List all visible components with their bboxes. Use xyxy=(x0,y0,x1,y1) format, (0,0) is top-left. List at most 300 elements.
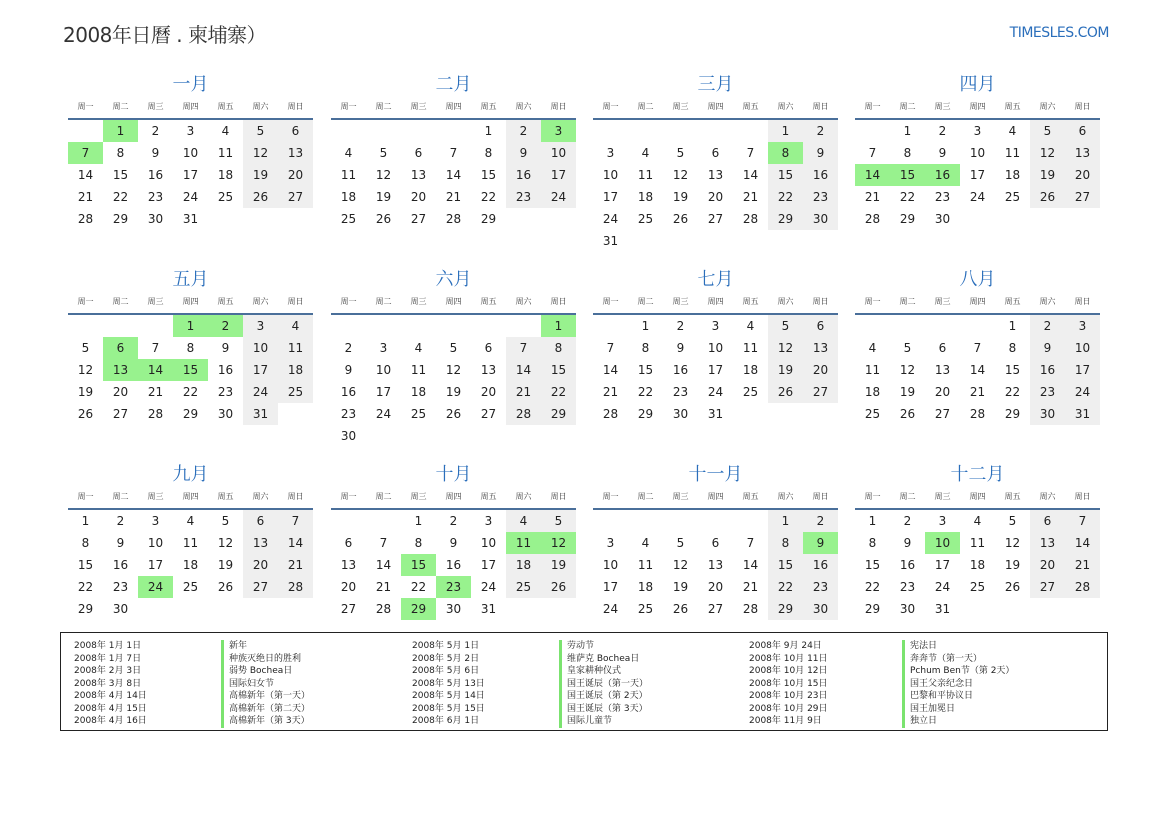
day-cell: 25 xyxy=(217,190,234,204)
weekday-header xyxy=(331,295,576,315)
day-cell: 24 xyxy=(707,385,724,399)
day-cell: 17 xyxy=(602,580,619,594)
site-link[interactable]: TIMESLES.COM xyxy=(1009,25,1109,41)
empty-day-cell xyxy=(628,120,663,142)
holiday-date: 2008年 10月 15日 xyxy=(749,678,828,689)
holiday-name: 种族灭绝日的胜利 xyxy=(221,653,310,666)
day-cell: 21 xyxy=(602,385,619,399)
day-cell: 17 xyxy=(934,558,951,572)
week-row xyxy=(593,359,838,381)
day-cell: 21 xyxy=(77,190,94,204)
day-cell: 19 xyxy=(1030,164,1065,186)
day-cell: 7 xyxy=(606,341,615,355)
weekday-label: 周三 xyxy=(410,297,427,306)
empty-day-cell xyxy=(366,510,401,532)
day-cell: 18 xyxy=(1004,168,1021,182)
empty-day-cell xyxy=(208,208,243,230)
day-cell: 7 xyxy=(278,510,313,532)
weekday-label: 周二 xyxy=(637,492,654,501)
day-cell: 4 xyxy=(506,510,541,532)
day-cell: 7 xyxy=(868,146,877,160)
weekday-label: 周二 xyxy=(899,102,916,111)
empty-day-cell xyxy=(436,425,471,447)
empty-day-cell xyxy=(628,230,663,252)
empty-day-cell xyxy=(960,208,995,230)
day-cell: 10 xyxy=(707,341,724,355)
empty-day-cell xyxy=(803,403,838,425)
day-cell: 11 xyxy=(217,146,234,160)
week-row xyxy=(855,142,1100,164)
weekday-label: 周四 xyxy=(969,297,986,306)
weekday-label: 周六 xyxy=(777,297,794,306)
day-cell: 12 xyxy=(243,142,278,164)
empty-day-cell xyxy=(890,315,925,337)
week-row xyxy=(855,403,1100,425)
weekday-label: 周一 xyxy=(340,492,357,501)
day-cell: 29 xyxy=(864,602,881,616)
day-cell: 8 xyxy=(1008,341,1017,355)
day-cell: 4 xyxy=(278,315,313,337)
day-cell: 31 xyxy=(707,407,724,421)
day-cell: 30 xyxy=(217,407,234,421)
day-cell: 5 xyxy=(676,536,685,550)
weekday-label: 周六 xyxy=(252,297,269,306)
month-calendar xyxy=(855,73,1100,230)
day-cell: 26 xyxy=(445,407,462,421)
day-cell: 16 xyxy=(147,168,164,182)
weekday-label: 周三 xyxy=(147,492,164,501)
day-cell: 10 xyxy=(182,146,199,160)
day-cell: 3 xyxy=(938,514,947,528)
week-row xyxy=(68,142,313,164)
day-cell: 6 xyxy=(711,146,720,160)
day-cell: 21 xyxy=(375,580,392,594)
day-cell: 24 xyxy=(934,580,951,594)
weekday-label: 周日 xyxy=(550,297,567,306)
empty-day-cell xyxy=(401,120,436,142)
week-row xyxy=(855,315,1100,337)
week-row xyxy=(855,164,1100,186)
weekday-label: 周六 xyxy=(777,492,794,501)
empty-day-cell xyxy=(366,120,401,142)
empty-day-cell xyxy=(68,120,103,142)
day-cell: 7 xyxy=(506,337,541,359)
month-calendar xyxy=(855,463,1100,620)
day-cell: 11 xyxy=(182,536,199,550)
day-cell: 14 xyxy=(445,168,462,182)
day-cell: 5 xyxy=(541,510,576,532)
day-cell: 1 xyxy=(173,315,208,337)
day-cell: 28 xyxy=(742,212,759,226)
week-row xyxy=(68,381,313,403)
day-cell: 22 xyxy=(112,190,129,204)
day-cell: 6 xyxy=(414,146,423,160)
day-cell: 29 xyxy=(1004,407,1021,421)
day-cell: 30 xyxy=(803,598,838,620)
day-cell: 27 xyxy=(1030,576,1065,598)
weekday-header xyxy=(855,100,1100,120)
day-cell: 14 xyxy=(742,168,759,182)
week-row xyxy=(855,554,1100,576)
weekday-label: 周一 xyxy=(602,297,619,306)
day-cell: 21 xyxy=(742,190,759,204)
day-cell: 11 xyxy=(410,363,427,377)
day-cell: 19 xyxy=(445,385,462,399)
day-cell: 13 xyxy=(278,142,313,164)
day-cell: 3 xyxy=(151,514,160,528)
day-cell: 27 xyxy=(707,212,724,226)
day-cell: 28 xyxy=(602,407,619,421)
day-cell: 24 xyxy=(182,190,199,204)
week-row xyxy=(593,186,838,208)
day-cell: 14 xyxy=(506,359,541,381)
day-cell: 3 xyxy=(606,536,615,550)
day-cell: 13 xyxy=(707,558,724,572)
day-cell: 9 xyxy=(803,532,838,554)
day-cell: 15 xyxy=(890,164,925,186)
day-cell: 16 xyxy=(506,164,541,186)
day-cell: 7 xyxy=(68,142,103,164)
week-row xyxy=(331,510,576,532)
empty-day-cell xyxy=(138,315,173,337)
day-cell: 12 xyxy=(445,363,462,377)
day-cell: 26 xyxy=(243,186,278,208)
week-row xyxy=(855,208,1100,230)
holiday-date: 2008年 11月 9日 xyxy=(749,716,822,726)
day-cell: 19 xyxy=(541,554,576,576)
holiday-name-column xyxy=(902,640,1014,728)
empty-day-cell xyxy=(960,315,995,337)
day-cell: 24 xyxy=(243,381,278,403)
week-row xyxy=(593,337,838,359)
week-row xyxy=(68,208,313,230)
holiday-name: 高棉新年（第 3天） xyxy=(221,715,310,728)
day-cell: 13 xyxy=(1030,532,1065,554)
weekday-header xyxy=(331,100,576,120)
day-cell: 19 xyxy=(243,164,278,186)
day-cell: 27 xyxy=(707,602,724,616)
week-row xyxy=(331,142,576,164)
day-cell: 10 xyxy=(375,363,392,377)
empty-day-cell xyxy=(541,425,576,447)
month-name: 四月 xyxy=(959,74,996,95)
week-row xyxy=(68,164,313,186)
day-cell: 7 xyxy=(379,536,388,550)
day-cell: 17 xyxy=(602,190,619,204)
day-cell: 3 xyxy=(711,319,720,333)
day-cell: 3 xyxy=(186,124,195,138)
day-cell: 1 xyxy=(768,120,803,142)
day-cell: 28 xyxy=(969,407,986,421)
day-cell: 19 xyxy=(672,190,689,204)
day-cell: 3 xyxy=(1065,315,1100,337)
weekday-label: 周五 xyxy=(480,297,497,306)
day-cell: 25 xyxy=(864,407,881,421)
weekday-label: 周六 xyxy=(515,102,532,111)
day-cell: 1 xyxy=(768,510,803,532)
day-cell: 22 xyxy=(410,580,427,594)
week-row xyxy=(68,315,313,337)
day-cell: 27 xyxy=(480,407,497,421)
day-cell: 17 xyxy=(375,385,392,399)
holiday-date: 2008年 10月 23日 xyxy=(749,691,828,701)
holiday-name: 国王诞辰（第 3天） xyxy=(559,703,648,716)
weekday-label: 周日 xyxy=(287,297,304,306)
weekday-label: 周一 xyxy=(864,492,881,501)
day-cell: 8 xyxy=(641,341,650,355)
day-cell: 18 xyxy=(410,385,427,399)
day-cell: 30 xyxy=(672,407,689,421)
weekday-header xyxy=(68,100,313,120)
week-row xyxy=(593,381,838,403)
day-cell: 1 xyxy=(81,514,90,528)
day-cell: 2 xyxy=(803,510,838,532)
day-cell: 22 xyxy=(77,580,94,594)
day-cell: 26 xyxy=(1004,580,1021,594)
day-cell: 15 xyxy=(1004,363,1021,377)
month-name: 十二月 xyxy=(950,464,1005,485)
weekday-header xyxy=(593,100,838,120)
day-cell: 25 xyxy=(340,212,357,226)
weekday-label: 周四 xyxy=(445,297,462,306)
day-cell: 25 xyxy=(278,381,313,403)
page-title: 2008年日曆 . 柬埔寨） xyxy=(63,23,266,47)
month-name: 十月 xyxy=(435,464,472,485)
day-cell: 27 xyxy=(410,212,427,226)
day-cell: 25 xyxy=(742,385,759,399)
day-cell: 9 xyxy=(506,142,541,164)
day-cell: 28 xyxy=(375,602,392,616)
day-cell: 20 xyxy=(243,554,278,576)
weekday-label: 周日 xyxy=(812,102,829,111)
empty-day-cell xyxy=(506,315,541,337)
day-cell: 2 xyxy=(449,514,458,528)
empty-day-cell xyxy=(1030,208,1065,230)
weekday-label: 周日 xyxy=(812,492,829,501)
empty-day-cell xyxy=(331,315,366,337)
day-cell: 15 xyxy=(77,558,94,572)
empty-day-cell xyxy=(506,598,541,620)
day-cell: 22 xyxy=(899,190,916,204)
day-cell: 10 xyxy=(602,168,619,182)
day-cell: 2 xyxy=(151,124,160,138)
day-cell: 30 xyxy=(112,602,129,616)
day-cell: 20 xyxy=(480,385,497,399)
day-cell: 25 xyxy=(969,580,986,594)
day-cell: 1 xyxy=(103,120,138,142)
week-row xyxy=(593,164,838,186)
day-cell: 1 xyxy=(903,124,912,138)
day-cell: 4 xyxy=(186,514,195,528)
month-calendar xyxy=(593,463,838,620)
day-cell: 27 xyxy=(803,381,838,403)
day-cell: 11 xyxy=(506,532,541,554)
holiday-date: 2008年 6月 1日 xyxy=(412,716,480,726)
day-cell: 2 xyxy=(903,514,912,528)
empty-day-cell xyxy=(278,208,313,230)
day-cell: 9 xyxy=(1030,337,1065,359)
holiday-name: 国王诞辰（第 2天） xyxy=(559,690,648,703)
empty-day-cell xyxy=(593,510,628,532)
day-cell: 18 xyxy=(217,168,234,182)
holiday-name: 奔奔节（第一天） xyxy=(902,653,1014,666)
month-calendar xyxy=(68,73,313,230)
day-cell: 23 xyxy=(340,407,357,421)
empty-day-cell xyxy=(103,315,138,337)
day-cell: 3 xyxy=(541,120,576,142)
empty-day-cell xyxy=(768,230,803,252)
day-cell: 7 xyxy=(449,146,458,160)
empty-day-cell xyxy=(698,230,733,252)
day-cell: 17 xyxy=(243,359,278,381)
day-cell: 15 xyxy=(637,363,654,377)
day-cell: 5 xyxy=(449,341,458,355)
weekday-label: 周五 xyxy=(217,297,234,306)
day-cell: 6 xyxy=(278,120,313,142)
day-cell: 26 xyxy=(899,407,916,421)
holiday-date: 2008年 1月 7日 xyxy=(74,653,142,664)
day-cell: 6 xyxy=(1065,120,1100,142)
weekday-label: 周六 xyxy=(515,297,532,306)
day-cell: 14 xyxy=(278,532,313,554)
day-cell: 31 xyxy=(602,234,619,248)
day-cell: 28 xyxy=(278,576,313,598)
day-cell: 17 xyxy=(541,164,576,186)
day-cell: 9 xyxy=(344,363,353,377)
day-cell: 6 xyxy=(938,341,947,355)
month-calendar xyxy=(593,268,838,425)
empty-day-cell xyxy=(471,315,506,337)
holiday-name: 国王加冕日 xyxy=(902,703,1014,716)
day-cell: 30 xyxy=(803,208,838,230)
day-cell: 25 xyxy=(637,602,654,616)
day-cell: 24 xyxy=(541,186,576,208)
day-cell: 16 xyxy=(899,558,916,572)
holiday-date: 2008年 4月 16日 xyxy=(74,716,147,726)
week-row xyxy=(855,337,1100,359)
holiday-date: 2008年 5月 2日 xyxy=(412,653,480,664)
day-cell: 16 xyxy=(925,164,960,186)
weekday-label: 周二 xyxy=(375,297,392,306)
holiday-date: 2008年 4月 15日 xyxy=(74,703,147,714)
holiday-name: 高棉新年（第一天） xyxy=(221,690,310,703)
day-cell: 23 xyxy=(217,385,234,399)
day-cell: 10 xyxy=(925,532,960,554)
holiday-name: 高棉新年（第二天） xyxy=(221,703,310,716)
day-cell: 27 xyxy=(278,186,313,208)
day-cell: 17 xyxy=(1065,359,1100,381)
day-cell: 5 xyxy=(221,514,230,528)
day-cell: 24 xyxy=(138,576,173,598)
day-cell: 18 xyxy=(637,580,654,594)
weekday-header xyxy=(68,490,313,510)
day-cell: 13 xyxy=(410,168,427,182)
empty-day-cell xyxy=(208,598,243,620)
holiday-date: 2008年 10月 12日 xyxy=(749,666,828,676)
day-cell: 9 xyxy=(938,146,947,160)
day-cell: 15 xyxy=(768,164,803,186)
day-cell: 31 xyxy=(243,403,278,425)
weekday-label: 周一 xyxy=(77,297,94,306)
week-row xyxy=(68,554,313,576)
day-cell: 17 xyxy=(707,363,724,377)
day-cell: 11 xyxy=(864,363,881,377)
week-row xyxy=(331,164,576,186)
day-cell: 23 xyxy=(803,576,838,598)
weekday-label: 周四 xyxy=(445,102,462,111)
day-cell: 31 xyxy=(1065,403,1100,425)
empty-day-cell xyxy=(593,315,628,337)
day-cell: 15 xyxy=(768,554,803,576)
day-cell: 29 xyxy=(480,212,497,226)
day-cell: 20 xyxy=(803,359,838,381)
day-cell: 30 xyxy=(147,212,164,226)
week-row xyxy=(855,381,1100,403)
day-cell: 24 xyxy=(602,602,619,616)
holiday-list xyxy=(60,632,1108,731)
holiday-date: 2008年 2月 3日 xyxy=(74,666,142,676)
empty-day-cell xyxy=(995,208,1030,230)
empty-day-cell xyxy=(541,208,576,230)
month-calendar xyxy=(68,268,313,425)
holiday-date: 2008年 10月 11日 xyxy=(749,653,828,664)
weekday-header xyxy=(331,490,576,510)
holiday-date: 2008年 4月 14日 xyxy=(74,691,147,701)
day-cell: 19 xyxy=(672,580,689,594)
day-cell: 7 xyxy=(746,536,755,550)
weekday-label: 周三 xyxy=(147,102,164,111)
day-cell: 28 xyxy=(147,407,164,421)
weekday-label: 周三 xyxy=(672,297,689,306)
month-calendar xyxy=(68,463,313,620)
day-cell: 27 xyxy=(934,407,951,421)
holiday-name: 独立日 xyxy=(902,715,1014,728)
month-name: 六月 xyxy=(435,269,472,290)
day-cell: 23 xyxy=(1030,381,1065,403)
weekday-label: 周四 xyxy=(182,102,199,111)
day-cell: 22 xyxy=(768,576,803,598)
day-cell: 28 xyxy=(864,212,881,226)
week-row xyxy=(68,403,313,425)
week-row xyxy=(593,576,838,598)
holiday-date: 2008年 1月 1日 xyxy=(74,641,142,651)
day-cell: 5 xyxy=(243,120,278,142)
day-cell: 13 xyxy=(1065,142,1100,164)
week-row xyxy=(331,554,576,576)
day-cell: 12 xyxy=(1004,536,1021,550)
empty-day-cell xyxy=(243,598,278,620)
empty-day-cell xyxy=(733,403,768,425)
day-cell: 20 xyxy=(1065,164,1100,186)
day-cell: 20 xyxy=(340,580,357,594)
day-cell: 13 xyxy=(803,337,838,359)
day-cell: 2 xyxy=(344,341,353,355)
empty-day-cell xyxy=(331,120,366,142)
day-cell: 29 xyxy=(768,208,803,230)
empty-day-cell xyxy=(855,120,890,142)
day-cell: 4 xyxy=(344,146,353,160)
day-cell: 28 xyxy=(445,212,462,226)
week-row xyxy=(855,120,1100,142)
empty-day-cell xyxy=(995,598,1030,620)
month-name: 三月 xyxy=(697,74,734,95)
weekday-label: 周三 xyxy=(672,492,689,501)
day-cell: 28 xyxy=(1065,576,1100,598)
day-cell: 22 xyxy=(182,385,199,399)
month-calendar xyxy=(855,268,1100,425)
week-row xyxy=(855,532,1100,554)
day-cell: 29 xyxy=(401,598,436,620)
